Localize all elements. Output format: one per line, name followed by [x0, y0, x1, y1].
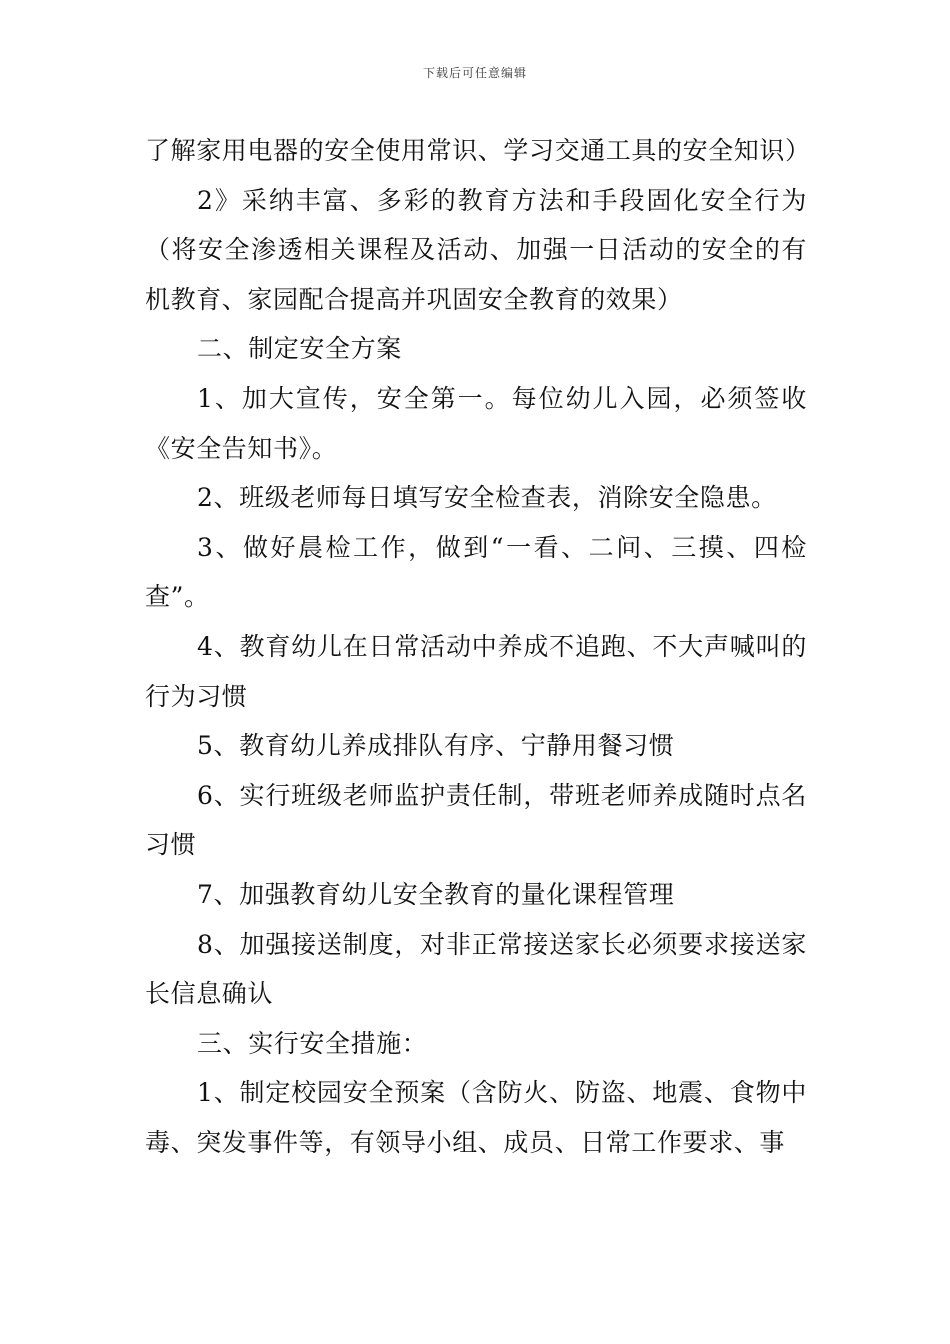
- page-header: 下载后可任意编辑: [422, 66, 527, 80]
- list-item-6: 6、实行班级老师监护责任制，带班老师养成随时点名习惯: [145, 780, 807, 860]
- list-item-measure-1: 1、制定校园安全预案（含防火、防盗、地震、食物中毒、突发事件等，有领导小组、成员、日常工作要求、事: [145, 1078, 807, 1157]
- list-item-1: 1、加大宣传，安全第一。每位幼儿入园，必须签收《安全告知书》。: [145, 383, 807, 463]
- list-item-7: 7、加强教育幼儿安全教育的量化课程管理: [197, 879, 675, 909]
- list-item-2: 2、班级老师每日填写安全检查表，消除安全隐患。: [197, 483, 777, 513]
- list-item-4: 4、教育幼儿在日常活动中养成不追跑、不大声喊叫的行为习惯: [145, 631, 807, 711]
- section-heading-2: 二、制定安全方案: [197, 334, 402, 364]
- paragraph-method: 2》采纳丰富、多彩的教育方法和手段固化安全行为（将安全渗透相关课程及活动、加强一日活动的安全的有机教育、家园配合提高并巩固安全教育的效果）: [145, 185, 807, 314]
- section-heading-3: 三、实行安全措施：: [197, 1028, 428, 1058]
- list-item-8: 8、加强接送制度，对非正常接送家长必须要求接送家长信息确认: [145, 929, 807, 1009]
- paragraph-continued: 了解家用电器的安全使用常识、学习交通工具的安全知识）: [145, 136, 811, 165]
- list-item-3: 3、做好晨检工作，做到“一看、二问、三摸、四检查”。: [145, 532, 807, 612]
- list-item-5: 5、教育幼儿养成排队有序、宁静用餐习惯: [197, 731, 675, 761]
- document-body: [145, 126, 811, 1167]
